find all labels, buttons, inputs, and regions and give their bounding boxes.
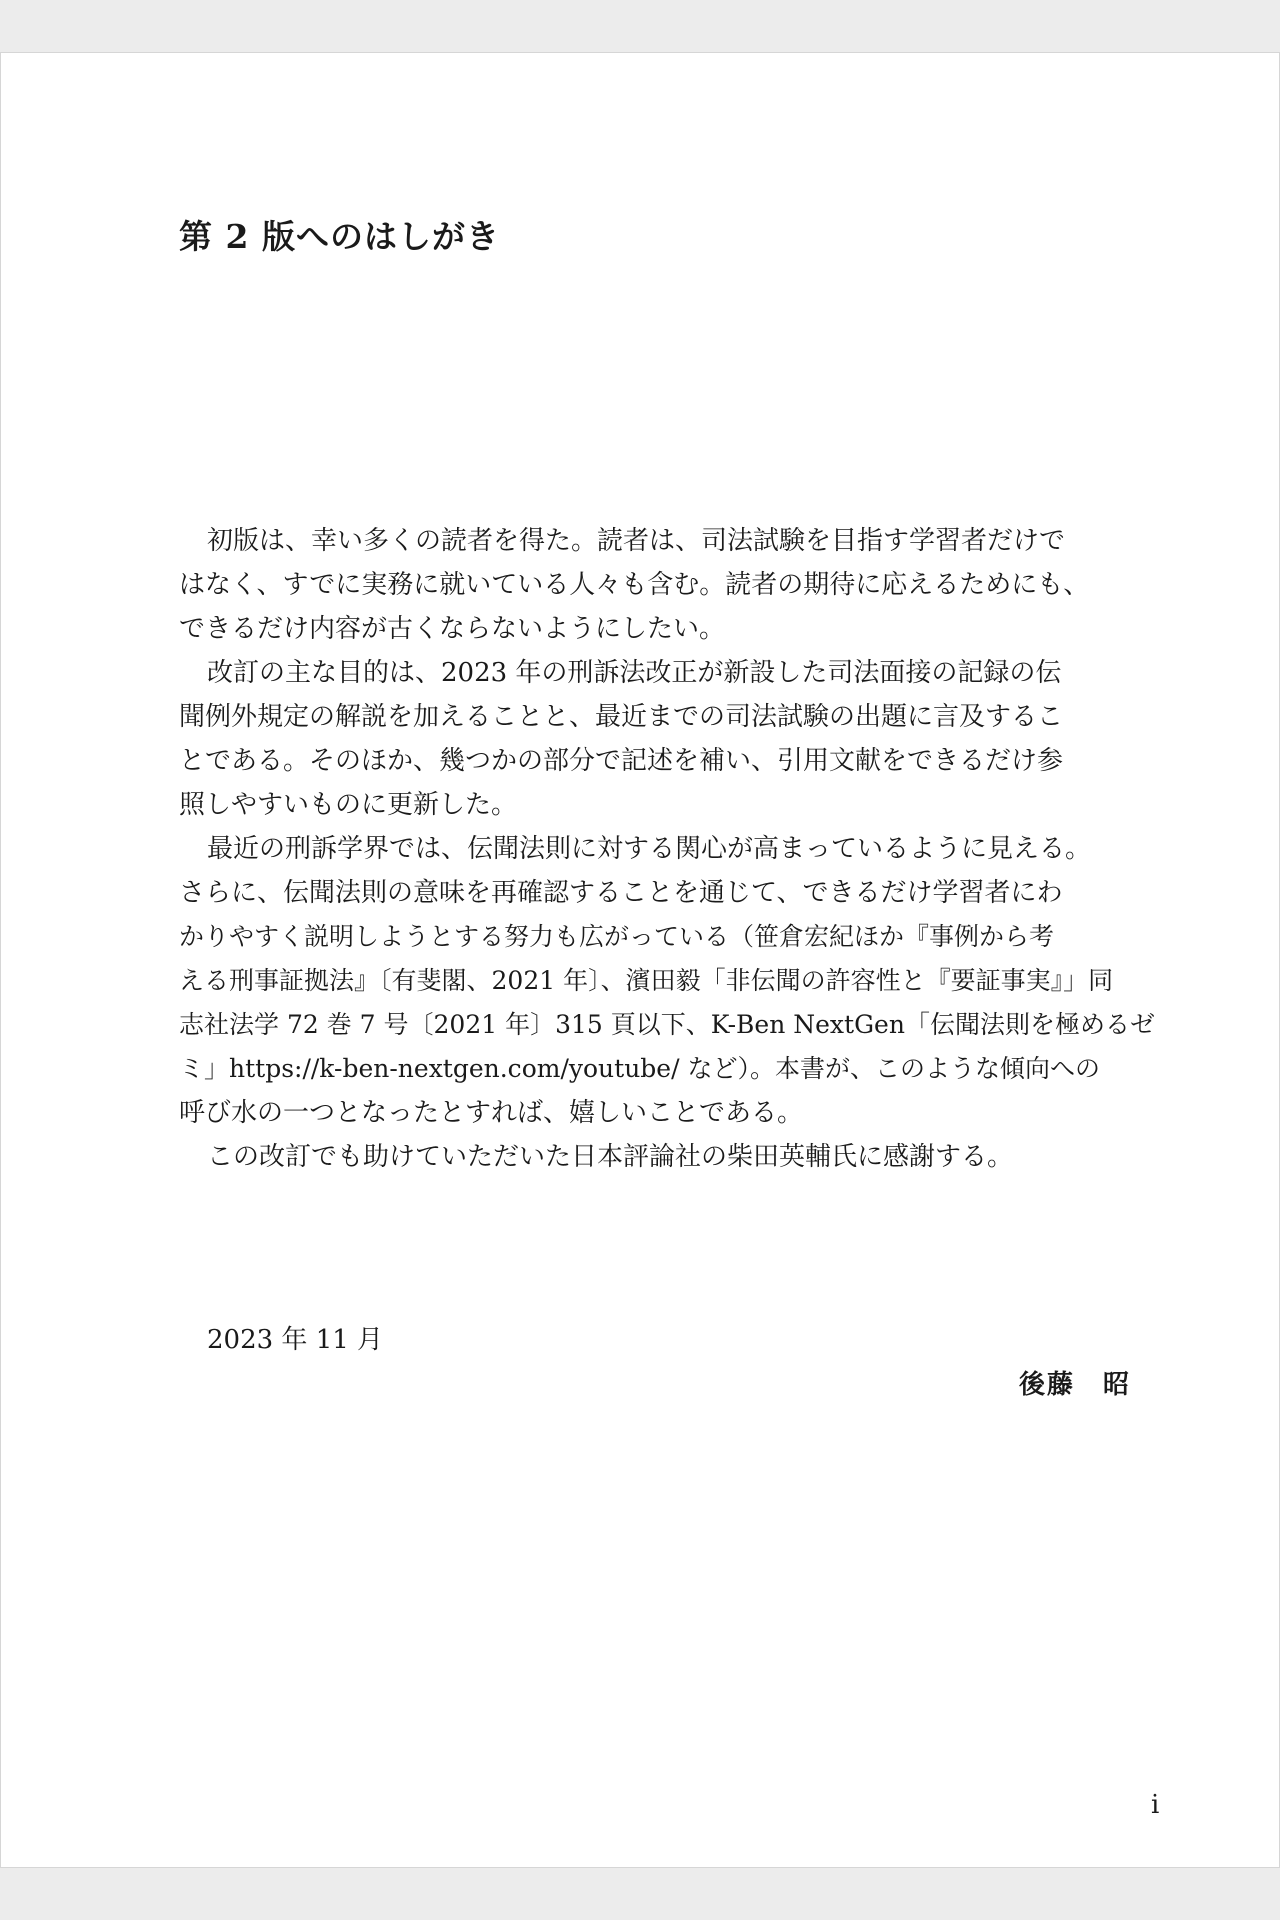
text-line: 聞例外規定の解説を加えることと、最近までの司法試験の出題に言及するこ [179, 702, 1064, 732]
text-line: この改訂でも助けていただいた日本評論社の柴田英輔氏に感謝する。 [207, 1142, 1014, 1172]
page-number: i [1151, 1790, 1160, 1820]
page-title: 第 2 版へのはしがき [179, 217, 500, 256]
text-line: 照しやすいものに更新した。 [179, 790, 518, 820]
text-line: かりやすく説明しようとする努力も広がっている（笹倉宏紀ほか『事例から考 [179, 922, 1055, 951]
text-line: 志社法学 72 巻 7 号〔2021 年〕315 頁以下、K-Ben NextGen「伝聞法則を極めるゼ [179, 1010, 1155, 1039]
text-line: さらに、伝聞法則の意味を再確認することを通じて、できるだけ学習者にわ [179, 878, 1063, 908]
text-line: 呼び水の一つとなったとすれば、嬉しいことである。 [179, 1098, 804, 1128]
preface-body [179, 519, 1155, 1179]
text-line: ミ」https://k-ben-nextgen.com/youtube/ など）。本書が、このような傾向への [179, 1054, 1100, 1083]
text-line: える刑事証拠法』〔有斐閣、2021 年〕、濱田毅「非伝聞の許容性と『要証事実』」同 [179, 966, 1114, 995]
text-line: できるだけ内容が古くならないようにしたい。 [179, 614, 726, 644]
author-name: 後藤 昭 [1018, 1370, 1131, 1400]
text-line: 初版は、幸い多くの読者を得た。読者は、司法試験を目指す学習者だけで [207, 526, 1066, 556]
text-line: 最近の刑訴学界では、伝聞法則に対する関心が高まっているように見える。 [207, 834, 1092, 864]
text-line: 改訂の主な目的は、2023 年の刑訴法改正が新設した司法面接の記録の伝 [207, 658, 1062, 688]
preface-date: 2023 年 11 月 [207, 1325, 384, 1355]
text-line: はなく、すでに実務に就いている人々も含む。読者の期待に応えるためにも、 [179, 570, 1090, 600]
document-page [0, 52, 1280, 1868]
text-line: とである。そのほか、幾つかの部分で記述を補い、引用文献をできるだけ参 [179, 746, 1064, 776]
